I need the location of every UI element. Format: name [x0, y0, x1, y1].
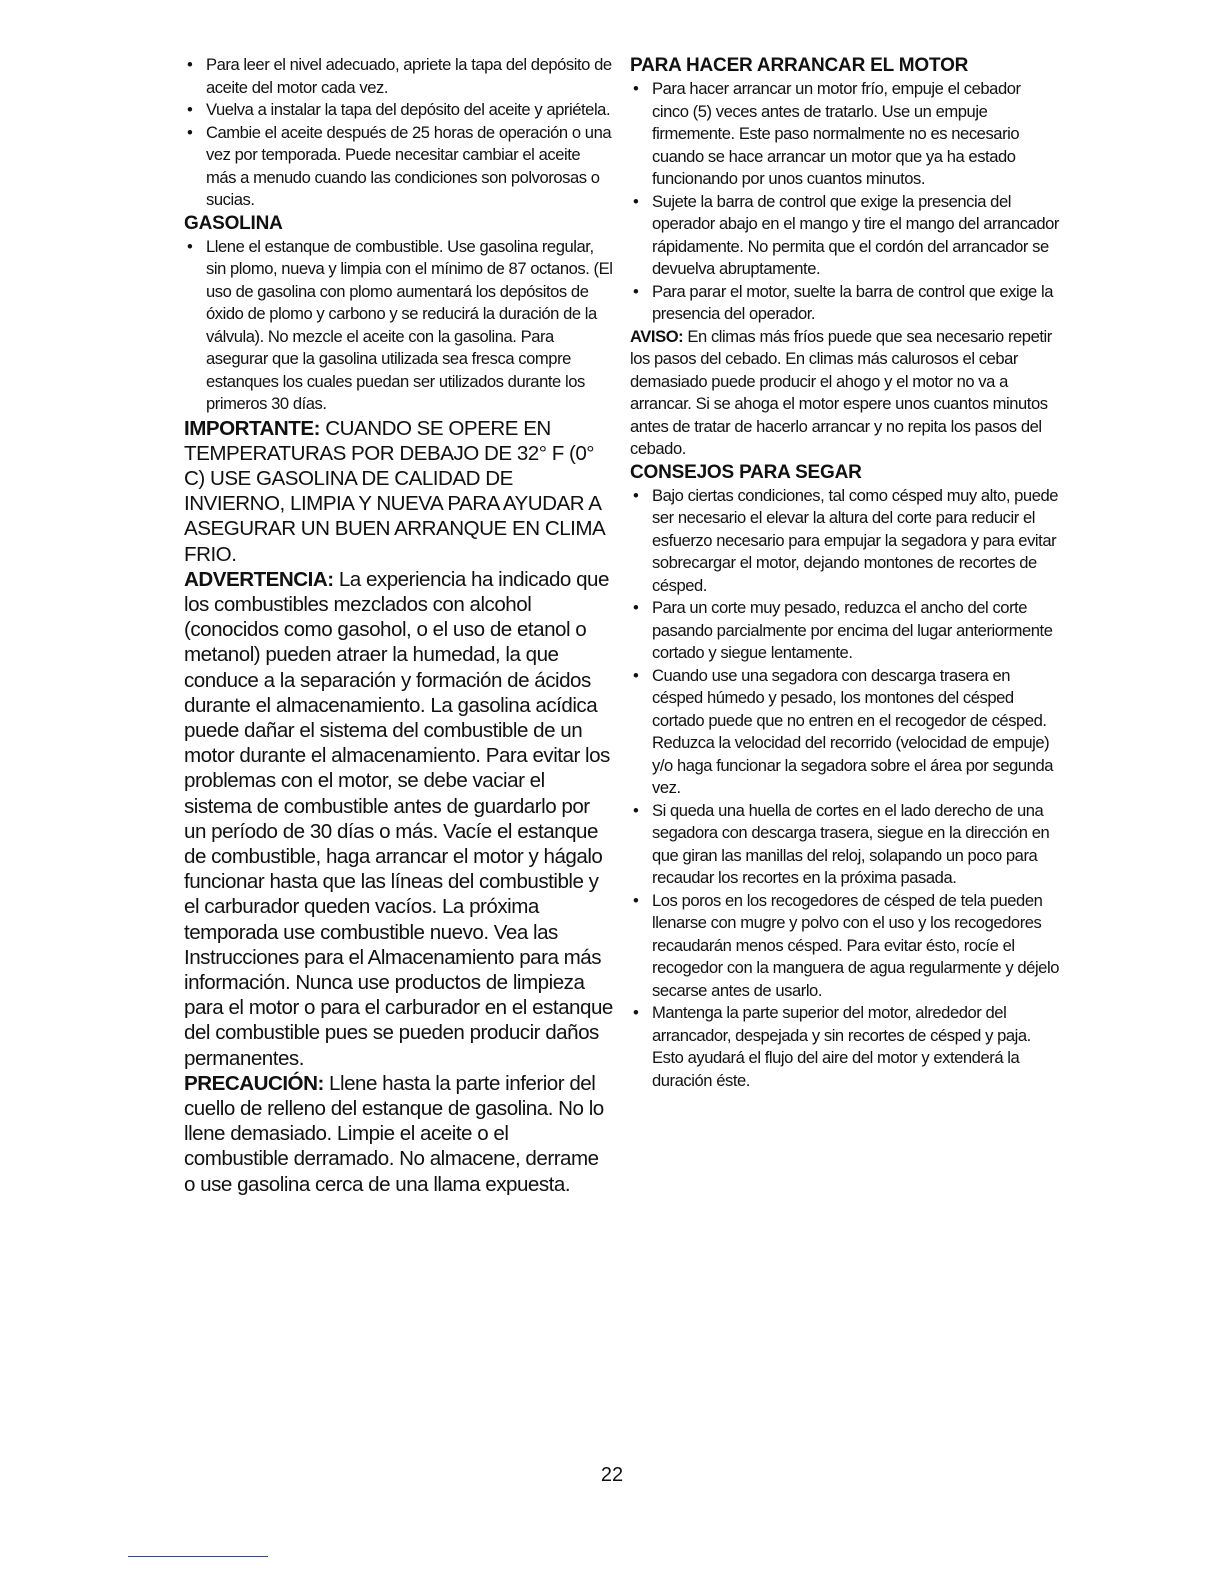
list-item: • Cambie el aceite después de 25 horas de operación o una vez por temporada. Puede necesitar cambiar el aceite más a menudo cuando las condiciones son polvorosas o sucias. — [184, 122, 614, 212]
list-item: • Vuelva a instalar la tapa del depósito del aceite y apriétela. — [184, 99, 614, 122]
precaucion-label: PRECAUCIÓN: — [184, 1071, 324, 1095]
precaucion-paragraph — [184, 1071, 614, 1197]
importante-paragraph — [184, 416, 614, 567]
list-item: • Mantenga la parte superior del motor, alrededor del arrancador, despejada y sin recortes de césped y paja. Esto ayudará el flujo del aire del motor y extenderá la duración éste. — [630, 1002, 1060, 1092]
arrancar-bullet-list — [630, 78, 1060, 326]
aviso-paragraph — [630, 326, 1060, 461]
advertencia-paragraph — [184, 567, 614, 1071]
list-item: • Bajo ciertas condiciones, tal como césped muy alto, puede ser necesario el elevar la altura del corte para reducir el esfuerzo necesario para empujar la segadora y para evitar sobrecargar el motor, dejando montones de recortes de césped. — [630, 485, 1060, 598]
footnote-rule — [128, 1556, 268, 1557]
list-item: • Para parar el motor, suelte la barra de control que exige la presencia del operador. — [630, 281, 1060, 326]
importante-label: IMPORTANTE: — [184, 416, 320, 440]
list-item: • Para un corte muy pesado, reduzca el ancho del corte pasando parcialmente por encima del lugar anteriormente cortado y siegue lentamente. — [630, 597, 1060, 665]
oil-bullet-list — [184, 54, 614, 212]
arrancar-heading: PARA HACER ARRANCAR EL MOTOR — [630, 55, 969, 76]
list-item: • Los poros en los recogedores de césped de tela pueden llenarse con mugre y polvo con el uso y los recogedores recaudarán menos césped. Para evitar ésto, rocíe el recogedor con la manguera de agua regularmente y déjelo secarse antes de usarlo. — [630, 890, 1060, 1003]
consejos-heading: CONSEJOS PARA SEGAR — [630, 461, 862, 483]
gasolina-bullet-list — [184, 236, 614, 416]
advertencia-label: ADVERTENCIA: — [184, 567, 334, 591]
list-item: • Si queda una huella de cortes en el lado derecho de una segadora con descarga trasera, siegue en la dirección en que giran las manillas del reloj, solapando un poco para recaudar los recortes en la próxima pasada. — [630, 800, 1060, 890]
list-item: • Cuando use una segadora con descarga trasera en césped húmedo y pesado, los montones del césped cortado puede que no entren en el recogedor de césped. Reduzca la velocidad del recorrido (velocidad de empuje) y/o haga funcionar la segadora sobre el área por segunda vez. — [630, 665, 1060, 800]
list-item: • Sujete la barra de control que exige la presencia del operador abajo en el mango y tire el mango del arrancador rápidamente. No permita que el cordón del arrancador se devuelva abruptamente. — [630, 191, 1060, 281]
list-item: • Llene el estanque de combustible. Use gasolina regular, sin plomo, nueva y limpia con el mínimo de 87 octanos. (El uso de gasolina con plomo aumentará los depósitos de óxido de plomo y carbono y se reducirá la duración de la válvula). No mezcle el aceite con la gasolina. Para asegurar que la gasolina utilizada sea fresca compre estanques los cuales puedan ser utilizados durante los primeros 30 días. — [184, 236, 614, 416]
left-column — [184, 54, 614, 1197]
list-item: • Para leer el nivel adecuado, apriete la tapa del depósito de aceite del motor cada vez. — [184, 54, 614, 99]
right-column — [630, 54, 1060, 1092]
importante-text: CUANDO SE OPERE EN TEMPERATURAS POR DEBAJO DE 32° F (0° C) USE GASOLINA DE CALIDAD DE INVIERNO, LIMPIA Y NUEVA PARA AYUDAR A ASEGURAR UN BUEN ARRANQUE EN CLIMA FRIO. — [184, 416, 605, 566]
consejos-bullet-list — [630, 485, 1060, 1093]
aviso-text: En climas más fríos puede que sea necesario repetir los pasos del cebado. En climas más calurosos el cebar demasiado puede producir el ahogo y el motor no va a arrancar. Si se ahoga el motor espere unos cuantos minutos antes de tratar de hacerlo arrancar y no repita los pasos del cebado. — [630, 326, 1052, 458]
aviso-label: AVISO: — [630, 326, 684, 346]
list-item: • Para hacer arrancar un motor frío, empuje el cebador cinco (5) veces antes de tratarlo. Use un empuje firmemente. Este paso normalmente no es necesario cuando se hace arrancar un motor que ya ha estado funcionando por unos cuantos minutos. — [630, 78, 1060, 191]
precaucion-text: Llene hasta la parte inferior del cuello de relleno del estanque de gasolina. No lo llene demasiado. Limpie el aceite o el combustible derramado. No almacene, derrame o use gasolina cerca de una llama expuesta. — [184, 1071, 604, 1196]
advertencia-text: La experiencia ha indicado que los combustibles mezclados con alcohol (conocidos como gasohol, o el uso de etanol o metanol) pueden atraer la humedad, la que conduce a la separación y formación de ácidos durante el almacenamiento. La gasolina acídica puede dañar el sistema del combustible de un motor durante el almacenamiento. Para evitar los problemas con el motor, se debe vaciar el sistema de combustible antes de guardarlo por un período de 30 días o más. Vacíe el estanque de combustible, haga arrancar el motor y hágalo funcionar hasta que las líneas del combustible y el carburador queden vacíos. La próxima temporada use combustible nuevo. Vea las Instrucciones para el Almacenamiento para más información. Nunca use productos de limpieza para el motor o para el carburador en el estanque del combustible pues se pueden producir daños permanentes. — [184, 567, 613, 1070]
page-number: 22 — [600, 1464, 624, 1486]
gasolina-heading: GASOLINA — [184, 212, 283, 234]
